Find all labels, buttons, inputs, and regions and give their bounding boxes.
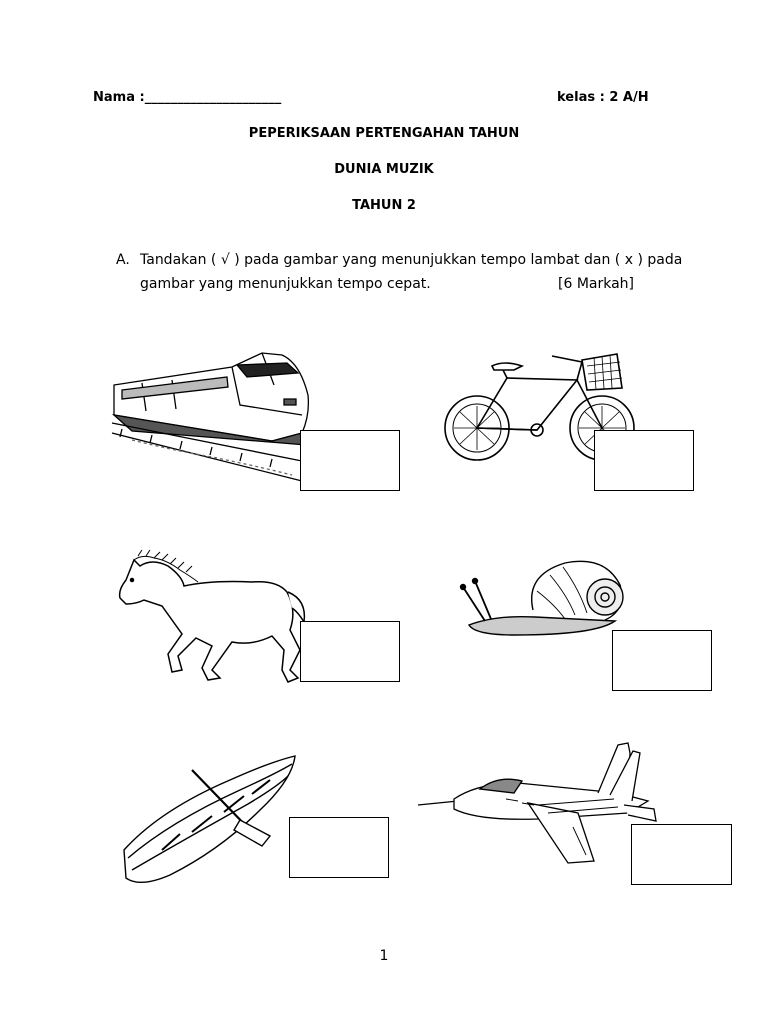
train-picture xyxy=(112,345,312,485)
instruction-line-1: Tandakan ( √ ) pada gambar yang menunjukkan tempo lambat dan ( x ) pada xyxy=(140,252,683,268)
page-number: 1 xyxy=(379,948,389,964)
name-field xyxy=(93,90,281,105)
answer-box-bicycle[interactable] xyxy=(594,430,694,491)
answer-box-train[interactable] xyxy=(300,430,400,491)
canoe-picture xyxy=(120,750,300,890)
year-title: TAHUN 2 xyxy=(352,198,416,213)
answer-box-snail[interactable] xyxy=(612,630,712,691)
name-label: Nama : xyxy=(93,90,145,105)
answer-box-canoe[interactable] xyxy=(289,817,389,878)
question-number: A. xyxy=(116,252,130,268)
marks-label: [6 Markah] xyxy=(558,276,635,292)
answer-box-horse[interactable] xyxy=(300,621,400,682)
fighter-jet-picture xyxy=(418,743,663,868)
instruction-line-2: gambar yang menunjukkan tempo cepat. xyxy=(140,276,431,292)
snail-picture xyxy=(455,555,635,640)
horse-picture xyxy=(112,550,312,690)
exam-title: PEPERIKSAAN PERTENGAHAN TAHUN xyxy=(248,126,520,141)
name-blank-line[interactable]: _____________________ xyxy=(144,90,282,105)
class-label: kelas : 2 A/H xyxy=(557,90,649,105)
subject-title: DUNIA MUZIK xyxy=(334,162,434,177)
answer-box-jet[interactable] xyxy=(631,824,732,885)
